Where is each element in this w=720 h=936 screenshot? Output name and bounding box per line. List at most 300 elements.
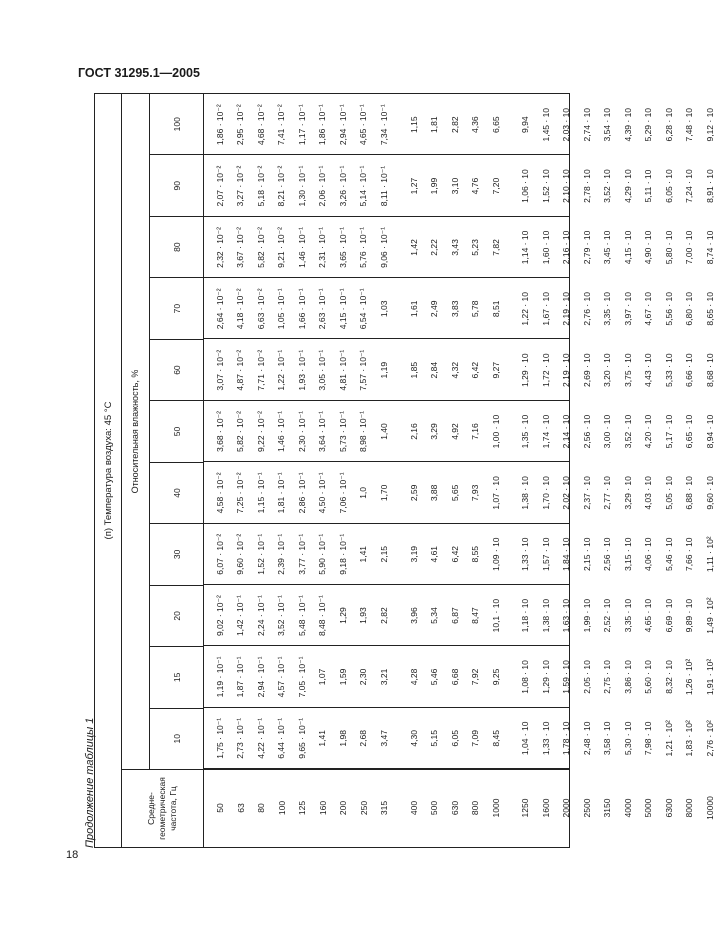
value-cell: 3,58 · 10 — [602, 721, 613, 756]
value-cell: 4,03 · 10 — [643, 476, 654, 510]
frequency-cell: 63 — [235, 803, 246, 813]
value-cell: 8,98 · 10⁻¹ — [358, 411, 369, 452]
table-row — [659, 94, 680, 847]
value-cell: 5,33 · 10 — [663, 353, 674, 387]
value-cell: 6,05 · 10 — [663, 169, 674, 203]
value-cell: 2,78 · 10 — [581, 169, 592, 203]
table-row — [556, 94, 577, 847]
value-cell: 1,03 — [378, 300, 389, 318]
value-cell: 2,74 · 10 — [581, 107, 592, 142]
value-cell: 3,10 — [449, 177, 460, 195]
table-row — [404, 94, 425, 847]
value-cell: 1,99 · 10 — [581, 598, 592, 633]
value-cell: 7,82 — [490, 239, 501, 256]
frequency-column-header: Средне- геометрическая частота, Гц — [121, 769, 203, 847]
value-cell: 6,42 — [470, 361, 481, 379]
value-cell: 1,81 — [429, 116, 440, 133]
value-cell: 4,76 — [470, 177, 481, 195]
table-row — [272, 94, 293, 847]
value-cell: 3,29 — [429, 423, 440, 440]
table-row — [536, 94, 557, 847]
value-cell: 2,79 · 10 — [581, 230, 592, 265]
value-cell: 3,00 · 10 — [602, 414, 613, 449]
value-cell: 5,46 — [429, 668, 440, 686]
value-cell: 6,54 · 10⁻¹ — [358, 288, 369, 330]
value-cell: 2,39 · 10⁻¹ — [276, 533, 287, 575]
value-cell: 8,94 · 10 — [704, 414, 715, 449]
value-cell: 4,61 — [429, 545, 440, 563]
value-cell: 7,57 · 10⁻¹ — [358, 349, 369, 391]
value-cell: 1,42 · 10⁻¹ — [235, 595, 246, 637]
value-cell: 2,16 · 10 — [561, 230, 572, 265]
value-cell: 1,81 · 10⁻¹ — [276, 472, 287, 514]
frequency-cell: 50 — [215, 803, 226, 813]
value-cell: 2,76 · 10 — [581, 292, 592, 326]
value-cell: 1,22 · 10⁻¹ — [276, 349, 287, 391]
value-cell: 4,68 · 10⁻² — [255, 104, 266, 146]
frequency-cell: 80 — [256, 803, 267, 813]
frequency-cell: 200 — [338, 800, 349, 816]
value-cell: 6,28 · 10 — [663, 107, 674, 142]
frequency-cell: 630 — [449, 800, 460, 816]
humidity-column-header: 50 — [150, 401, 203, 462]
value-cell: 2,31 · 10⁻¹ — [317, 227, 328, 268]
value-cell: 6,44 · 10⁻¹ — [276, 717, 287, 759]
value-cell: 5,90 · 10⁻¹ — [317, 533, 328, 575]
value-cell: 1,66 · 10⁻¹ — [296, 288, 307, 330]
value-cell: 1,11 · 10² — [704, 536, 715, 573]
humidity-columns — [150, 94, 203, 769]
value-cell: 4,65 · 10 — [643, 598, 654, 633]
value-cell: 1,75 · 10⁻¹ — [214, 717, 225, 759]
table-row — [292, 94, 313, 847]
value-cell: 1,91 · 10² — [704, 658, 715, 696]
value-cell: 8,91 · 10 — [704, 169, 715, 203]
value-cell: 3,35 · 10 — [622, 598, 633, 633]
value-cell: 7,98 · 10 — [643, 721, 654, 756]
value-cell: 9,94 — [520, 116, 531, 133]
value-cell: 3,64 · 10⁻¹ — [317, 411, 328, 452]
value-cell: 5,34 — [429, 607, 440, 624]
frequency-cell: 800 — [470, 800, 481, 816]
value-cell: 5,48 · 10⁻¹ — [296, 595, 307, 637]
value-cell: 5,78 — [470, 300, 481, 318]
table-row — [374, 94, 395, 847]
value-cell: 4,22 · 10⁻¹ — [255, 717, 266, 759]
value-cell: 5,15 — [429, 730, 440, 747]
value-cell: 8,55 — [470, 545, 481, 563]
value-cell: 2,68 — [358, 730, 369, 747]
value-cell: 7,92 — [470, 668, 481, 686]
value-cell: 2,15 · 10 — [581, 537, 592, 572]
value-cell: 2,19 · 10 — [561, 292, 572, 326]
value-cell: 2,95 · 10⁻² — [235, 104, 246, 146]
value-cell: 2,73 · 10⁻¹ — [235, 717, 246, 759]
value-cell: 1,93 — [358, 607, 369, 624]
value-cell: 6,42 — [449, 545, 460, 563]
value-cell: 2,56 · 10 — [602, 537, 613, 572]
value-cell: 5,11 · 10 — [643, 169, 654, 203]
value-cell: 2,10 · 10 — [561, 169, 572, 203]
value-cell: 1,19 — [378, 361, 389, 379]
value-cell: 2,03 · 10 — [561, 107, 572, 142]
value-cell: 1,0 — [358, 486, 369, 499]
value-cell: 1,42 — [408, 239, 419, 256]
humidity-column-header: 80 — [150, 217, 203, 278]
value-cell: 6,87 — [449, 607, 460, 624]
frequency-cell: 6300 — [663, 798, 674, 818]
frequency-cell: 250 — [358, 800, 369, 816]
value-cell: 2,69 · 10 — [581, 353, 592, 387]
value-cell: 8,68 · 10 — [704, 353, 715, 387]
value-cell: 1,60 · 10 — [540, 230, 551, 265]
value-cell: 2,19 · 10 — [561, 353, 572, 387]
value-cell: 1,70 — [378, 484, 389, 502]
value-cell: 3,15 · 10 — [622, 537, 633, 572]
value-cell: 3,77 · 10⁻¹ — [296, 533, 307, 575]
value-cell: 7,71 · 10⁻² — [255, 349, 266, 391]
table-row — [465, 94, 486, 847]
table-row — [231, 94, 252, 847]
value-cell: 6,68 — [449, 668, 460, 686]
value-cell: 2,49 — [429, 300, 440, 318]
value-cell: 4,81 · 10⁻¹ — [337, 349, 348, 391]
value-cell: 8,32 · 10 — [663, 660, 674, 694]
value-cell: 3,20 · 10 — [602, 353, 613, 387]
value-cell: 3,45 · 10 — [602, 230, 613, 265]
table-row — [597, 94, 618, 847]
value-cell: 5,82 · 10⁻² — [255, 227, 266, 268]
table-row — [251, 94, 272, 847]
value-cell: 1,85 — [408, 361, 419, 379]
humidity-column-header: 20 — [150, 586, 203, 647]
humidity-column-header: 15 — [150, 647, 203, 708]
table-row — [313, 94, 334, 847]
value-cell: 3,26 · 10⁻¹ — [337, 165, 348, 207]
value-cell: 6,63 · 10⁻² — [255, 288, 266, 330]
value-cell: 1,59 — [337, 668, 348, 686]
value-cell: 1,41 — [358, 545, 369, 563]
table-row-groups — [210, 94, 720, 847]
table-row-group — [210, 94, 395, 847]
frequency-cell: 1000 — [490, 798, 501, 818]
value-cell: 5,56 · 10 — [663, 292, 674, 326]
value-cell: 5,60 · 10 — [643, 660, 654, 694]
value-cell: 1,98 — [337, 730, 348, 747]
frequency-cell: 2000 — [561, 798, 572, 818]
frequency-cell: 10000 — [704, 796, 715, 820]
value-cell: 9,22 · 10⁻² — [255, 411, 266, 452]
humidity-column-header: 60 — [150, 340, 203, 401]
value-cell: 9,27 — [490, 361, 501, 379]
table-row — [577, 94, 598, 847]
frequency-cell: 5000 — [643, 798, 654, 818]
value-cell: 1,99 — [429, 177, 440, 195]
value-cell: 8,65 · 10 — [704, 292, 715, 326]
value-cell: 1,29 · 10 — [520, 353, 531, 387]
value-cell: 3,83 — [449, 300, 460, 318]
table-row-group — [404, 94, 507, 847]
value-cell: 4,87 · 10⁻² — [235, 349, 246, 391]
value-cell: 8,11 · 10⁻¹ — [378, 165, 389, 207]
table-row — [354, 94, 375, 847]
value-cell: 2,94 · 10⁻¹ — [255, 656, 266, 698]
value-cell: 1,72 · 10 — [540, 353, 551, 387]
value-cell: 1,52 · 10⁻¹ — [255, 533, 266, 575]
rotated-table-area — [82, 93, 715, 848]
value-cell: 4,30 — [408, 730, 419, 747]
value-cell: 2,07 · 10⁻² — [214, 165, 225, 207]
value-cell: 1,29 — [337, 607, 348, 624]
table-row — [618, 94, 639, 847]
frequency-cell: 1250 — [520, 798, 531, 818]
value-cell: 1,07 · 10 — [490, 476, 501, 510]
value-cell: 4,57 · 10⁻¹ — [276, 656, 287, 698]
frequency-cell: 100 — [276, 800, 287, 816]
value-cell: 3,68 · 10⁻² — [214, 411, 225, 452]
value-cell: 7,24 · 10 — [684, 169, 695, 203]
value-cell: 1,38 · 10 — [520, 476, 531, 510]
value-cell: 1,22 · 10 — [520, 292, 531, 326]
value-cell: 1,09 · 10 — [490, 537, 501, 572]
table-row — [424, 94, 445, 847]
value-cell: 3,88 — [429, 484, 440, 502]
value-cell: 7,06 · 10⁻¹ — [337, 472, 348, 514]
value-cell: 3,67 · 10⁻² — [235, 227, 246, 268]
value-cell: 4,15 · 10 — [622, 230, 633, 265]
table-row — [210, 94, 231, 847]
value-cell: 5,80 · 10 — [663, 230, 674, 265]
value-cell: 1,15 · 10⁻¹ — [255, 472, 266, 514]
value-cell: 10,1 · 10 — [490, 598, 501, 633]
value-cell: 9,12 · 10 — [704, 107, 715, 142]
value-cell: 3,35 · 10 — [602, 292, 613, 326]
value-cell: 1,21 · 10² — [663, 720, 674, 757]
table-caption: (п) Температура воздуха: 45 °С — [103, 401, 114, 540]
value-cell: 2,63 · 10⁻¹ — [317, 288, 328, 330]
value-cell: 1,04 · 10 — [520, 721, 531, 756]
value-cell: 1,84 · 10 — [561, 537, 572, 572]
value-cell: 1,86 · 10⁻¹ — [317, 104, 328, 146]
value-cell: 2,37 · 10 — [581, 476, 592, 510]
value-cell: 5,82 · 10⁻² — [235, 411, 246, 452]
value-cell: 1,33 · 10 — [520, 537, 531, 572]
value-cell: 4,43 · 10 — [643, 353, 654, 387]
value-cell: 2,86 · 10⁻¹ — [296, 472, 307, 514]
value-cell: 2,64 · 10⁻² — [214, 288, 225, 330]
frequency-cell: 1600 — [540, 798, 551, 818]
value-cell: 1,59 · 10 — [561, 660, 572, 694]
table-row — [486, 94, 507, 847]
value-cell: 1,93 · 10⁻¹ — [296, 349, 307, 391]
value-cell: 4,65 · 10⁻¹ — [358, 104, 369, 146]
value-cell: 6,07 · 10⁻² — [214, 533, 225, 575]
value-cell: 2,48 · 10 — [581, 721, 592, 756]
value-cell: 1,49 · 10² — [704, 597, 715, 634]
value-cell: 5,23 — [470, 239, 481, 256]
value-cell: 1,52 · 10 — [540, 169, 551, 203]
value-cell: 4,15 · 10⁻¹ — [337, 288, 348, 330]
frequency-cell: 3150 — [602, 798, 613, 818]
frequency-cell: 8000 — [684, 798, 695, 818]
humidity-column-header: 70 — [150, 278, 203, 339]
humidity-column-header: 90 — [150, 155, 203, 216]
value-cell: 1,29 · 10 — [540, 660, 551, 694]
value-cell: 3,29 · 10 — [622, 476, 633, 510]
value-cell: 5,73 · 10⁻¹ — [337, 411, 348, 452]
value-cell: 3,19 — [408, 545, 419, 563]
humidity-header: Относительная влажность, % — [121, 94, 150, 769]
value-cell: 1,14 · 10 — [520, 230, 531, 265]
value-cell: 6,80 · 10 — [684, 292, 695, 326]
value-cell: 2,30 · 10⁻¹ — [296, 411, 307, 452]
value-cell: 4,67 · 10 — [643, 292, 654, 326]
value-cell: 7,34 · 10⁻¹ — [378, 104, 389, 146]
value-cell: 6,65 — [490, 116, 501, 133]
value-cell: 1,45 · 10 — [540, 107, 551, 142]
value-cell: 2,84 — [429, 361, 440, 379]
value-cell: 4,32 — [449, 361, 460, 379]
value-cell: 8,45 — [490, 730, 501, 747]
value-cell: 8,74 · 10 — [704, 230, 715, 265]
value-cell: 5,46 · 10 — [663, 537, 674, 572]
value-cell: 3,27 · 10⁻² — [235, 165, 246, 207]
value-cell: 3,54 · 10 — [602, 107, 613, 142]
value-cell: 6,66 · 10 — [684, 353, 695, 387]
value-cell: 1,46 · 10⁻¹ — [276, 411, 287, 452]
value-cell: 7,41 · 10⁻² — [276, 104, 287, 146]
value-cell: 8,21 · 10⁻² — [276, 165, 287, 207]
value-cell: 2,75 · 10 — [602, 660, 613, 694]
value-cell: 7,05 · 10⁻¹ — [296, 656, 307, 698]
humidity-column-header: 100 — [150, 94, 203, 155]
value-cell: 1,46 · 10⁻¹ — [296, 227, 307, 268]
value-cell: 1,40 — [378, 423, 389, 440]
value-cell: 1,30 · 10⁻¹ — [296, 165, 307, 207]
value-cell: 2,16 — [408, 423, 419, 440]
value-cell: 5,18 · 10⁻² — [255, 165, 266, 207]
value-cell: 7,25 · 10⁻² — [235, 472, 246, 514]
value-cell: 3,65 · 10⁻¹ — [337, 227, 348, 268]
value-cell: 1,27 — [408, 177, 419, 195]
value-cell: 1,70 · 10 — [540, 476, 551, 510]
value-cell: 1,06 · 10 — [520, 169, 531, 203]
frequency-cell: 500 — [429, 800, 440, 816]
value-cell: 3,47 — [378, 730, 389, 747]
value-cell: 1,86 · 10⁻² — [214, 104, 225, 146]
value-cell: 4,50 · 10⁻¹ — [317, 472, 328, 514]
value-cell: 1,18 · 10 — [520, 598, 531, 633]
value-cell: 1,38 · 10 — [540, 598, 551, 633]
table-header — [121, 94, 204, 847]
value-cell: 2,56 · 10 — [581, 414, 592, 449]
value-cell: 2,05 · 10 — [581, 660, 592, 694]
table-continuation-label: Продолжение таблицы 1 — [84, 717, 96, 848]
value-cell: 4,58 · 10⁻² — [214, 472, 225, 514]
value-cell: 6,69 · 10 — [663, 598, 674, 633]
value-cell: 3,52 · 10 — [602, 169, 613, 203]
attenuation-table — [94, 93, 715, 848]
value-cell: 9,65 · 10⁻¹ — [296, 717, 307, 759]
table-row — [515, 94, 536, 847]
value-cell: 2,24 · 10⁻¹ — [255, 595, 266, 637]
value-cell: 7,00 · 10 — [684, 230, 695, 265]
frequency-cell: 2500 — [581, 798, 592, 818]
value-cell: 2,15 — [378, 545, 389, 563]
value-cell: 7,09 — [470, 730, 481, 747]
value-cell: 1,63 · 10 — [561, 598, 572, 633]
value-cell: 2,52 · 10 — [602, 598, 613, 633]
value-cell: 1,08 · 10 — [520, 660, 531, 694]
value-cell: 4,90 · 10 — [643, 230, 654, 265]
value-cell: 8,47 — [470, 607, 481, 624]
value-cell: 1,41 — [317, 730, 328, 747]
table-row — [445, 94, 466, 847]
frequency-cell: 315 — [379, 800, 390, 816]
value-cell: 4,28 — [408, 668, 419, 686]
value-cell: 9,21 · 10⁻² — [276, 227, 287, 268]
value-cell: 3,86 · 10 — [622, 660, 633, 694]
value-cell: 5,05 · 10 — [663, 476, 674, 510]
value-cell: 9,25 — [490, 668, 501, 686]
table-row — [700, 94, 720, 847]
value-cell: 1,74 · 10 — [540, 414, 551, 449]
table-caption-row — [95, 94, 122, 847]
value-cell: 9,89 · 10 — [684, 598, 695, 633]
frequency-cell: 400 — [408, 800, 419, 816]
value-cell: 9,60 · 10 — [704, 476, 715, 510]
value-cell: 7,66 · 10 — [684, 537, 695, 572]
table-row — [638, 94, 659, 847]
table-body — [204, 94, 715, 847]
value-cell: 1,78 · 10 — [561, 721, 572, 756]
value-cell: 1,00 · 10 — [490, 414, 501, 449]
value-cell: 2,77 · 10 — [602, 476, 613, 510]
value-cell: 5,30 · 10 — [622, 721, 633, 756]
value-cell: 5,14 · 10⁻¹ — [358, 165, 369, 207]
value-cell: 1,67 · 10 — [540, 292, 551, 326]
value-cell: 9,18 · 10⁻¹ — [337, 533, 348, 575]
value-cell: 3,07 · 10⁻² — [214, 349, 225, 391]
value-cell: 7,93 — [470, 484, 481, 502]
value-cell: 1,35 · 10 — [520, 414, 531, 449]
value-cell: 4,06 · 10 — [643, 537, 654, 572]
value-cell: 1,87 · 10⁻¹ — [235, 656, 246, 698]
value-cell: 9,06 · 10⁻¹ — [378, 227, 389, 268]
value-cell: 6,88 · 10 — [684, 476, 695, 510]
value-cell: 5,17 · 10 — [663, 414, 674, 449]
value-cell: 2,76 · 10² — [704, 720, 715, 757]
value-cell: 4,92 — [449, 423, 460, 440]
value-cell: 7,48 · 10 — [684, 107, 695, 142]
value-cell: 2,82 — [378, 607, 389, 624]
value-cell: 3,52 · 10⁻¹ — [276, 595, 287, 637]
value-cell: 3,96 — [408, 607, 419, 624]
value-cell: 1,19 · 10⁻¹ — [214, 656, 225, 698]
frequency-cell: 125 — [297, 800, 308, 816]
value-cell: 6,05 — [449, 730, 460, 747]
value-cell: 4,20 · 10 — [643, 414, 654, 449]
value-cell: 1,05 · 10⁻¹ — [276, 288, 287, 330]
value-cell: 1,57 · 10 — [540, 537, 551, 572]
humidity-column-header: 30 — [150, 524, 203, 585]
table-row — [333, 94, 354, 847]
table-row-group — [515, 94, 720, 847]
page-number: 18 — [66, 849, 79, 861]
value-cell: 5,76 · 10⁻¹ — [358, 227, 369, 268]
value-cell: 2,94 · 10⁻¹ — [337, 104, 348, 146]
humidity-column-header: 40 — [150, 463, 203, 524]
